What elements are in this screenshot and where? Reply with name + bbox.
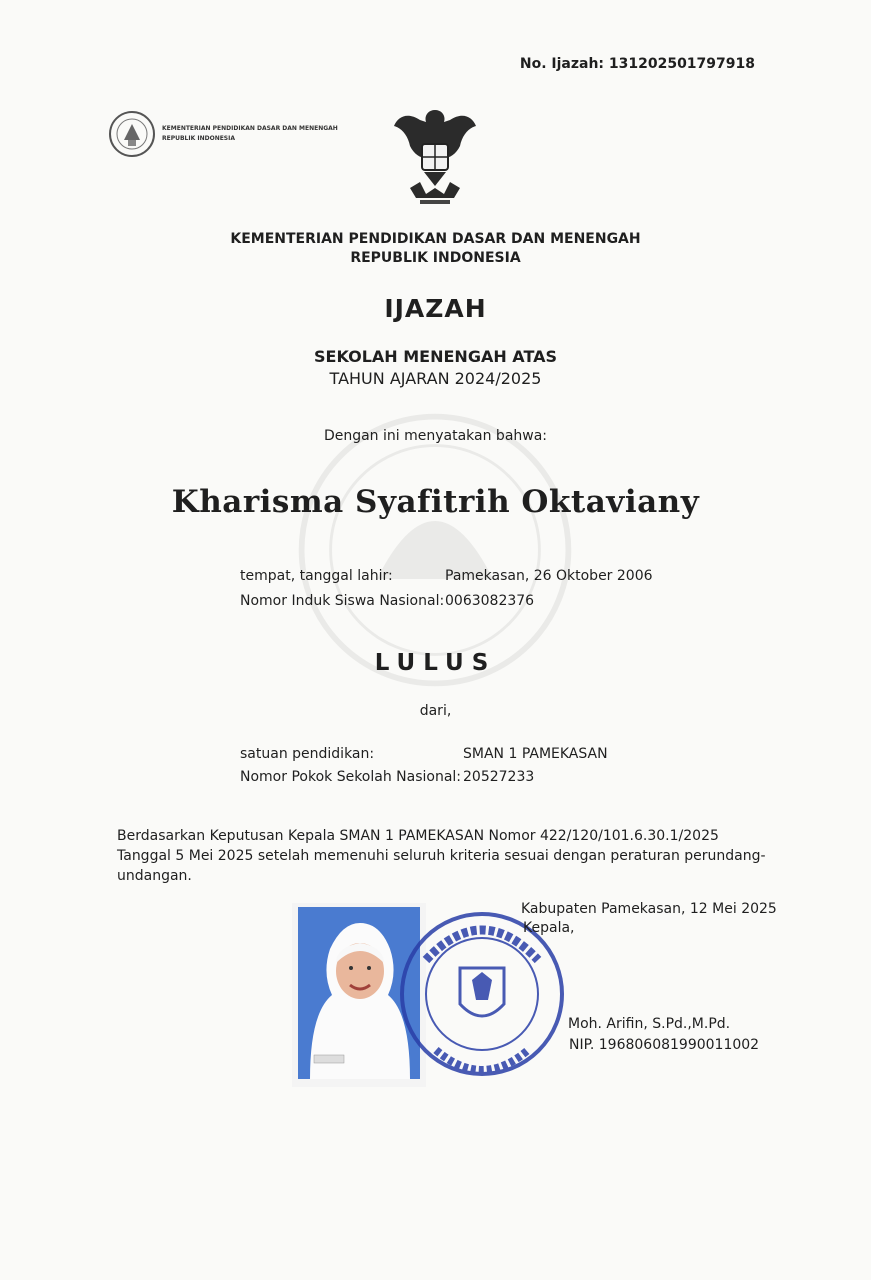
nisn-label: Nomor Induk Siswa Nasional: xyxy=(240,593,445,609)
academic-year: TAHUN AJARAN 2024/2025 xyxy=(329,369,542,388)
logo-caption xyxy=(162,124,338,144)
decree-basis-text: Berdasarkan Keputusan Kepala SMAN 1 PAMEKASAN Nomor 422/120/101.6.30.1/2025 Tanggal 5 Mei 2025 setelah memenuhi seluruh kriteria sesuai dengan peraturan perundang-undangan. xyxy=(117,828,766,884)
result-status: LULUS xyxy=(374,650,497,676)
principal-name: Moh. Arifin, S.Pd.,M.Pd. xyxy=(568,1016,731,1032)
school-unit-value: SMAN 1 PAMEKASAN xyxy=(463,746,608,762)
ijazah-number: No. Ijazah: 131202501797918 xyxy=(519,56,755,72)
certificate-title: IJAZAH xyxy=(384,294,487,323)
sign-role: Kepala, xyxy=(523,920,575,936)
ministry-line1: KEMENTERIAN PENDIDIKAN DASAR DAN MENENGAH xyxy=(230,231,641,247)
from-text: dari, xyxy=(419,703,452,719)
statement-text: Dengan ini menyatakan bahwa: xyxy=(323,428,548,444)
principal-nip: NIP. 196806081990011002 xyxy=(569,1037,760,1053)
school-unit-label: satuan pendidikan: xyxy=(240,746,375,762)
sign-place-date: Kabupaten Pamekasan, 12 Mei 2025 xyxy=(521,901,777,917)
birth-value: Pamekasan, 26 Oktober 2006 xyxy=(445,568,653,584)
tutwuri-logo-icon xyxy=(108,110,156,158)
student-name: Kharisma Syafitrih Oktaviany xyxy=(171,484,700,520)
logo-caption-line1: KEMENTERIAN PENDIDIKAN DASAR DAN MENENGAH xyxy=(162,125,338,132)
ministry-heading xyxy=(0,230,871,268)
logo-caption-line2: REPUBLIK INDONESIA xyxy=(162,135,236,142)
garuda-emblem-icon xyxy=(390,102,480,210)
school-level-name: SEKOLAH MENENGAH ATAS xyxy=(313,347,558,366)
npsn-label: Nomor Pokok Sekolah Nasional: xyxy=(240,769,462,785)
nisn-value: 0063082376 xyxy=(445,593,535,609)
birth-label: tempat, tanggal lahir: xyxy=(240,568,393,584)
school-level xyxy=(0,346,871,390)
ministry-line2: REPUBLIK INDONESIA xyxy=(350,250,521,266)
npsn-value: 20527233 xyxy=(463,769,535,785)
